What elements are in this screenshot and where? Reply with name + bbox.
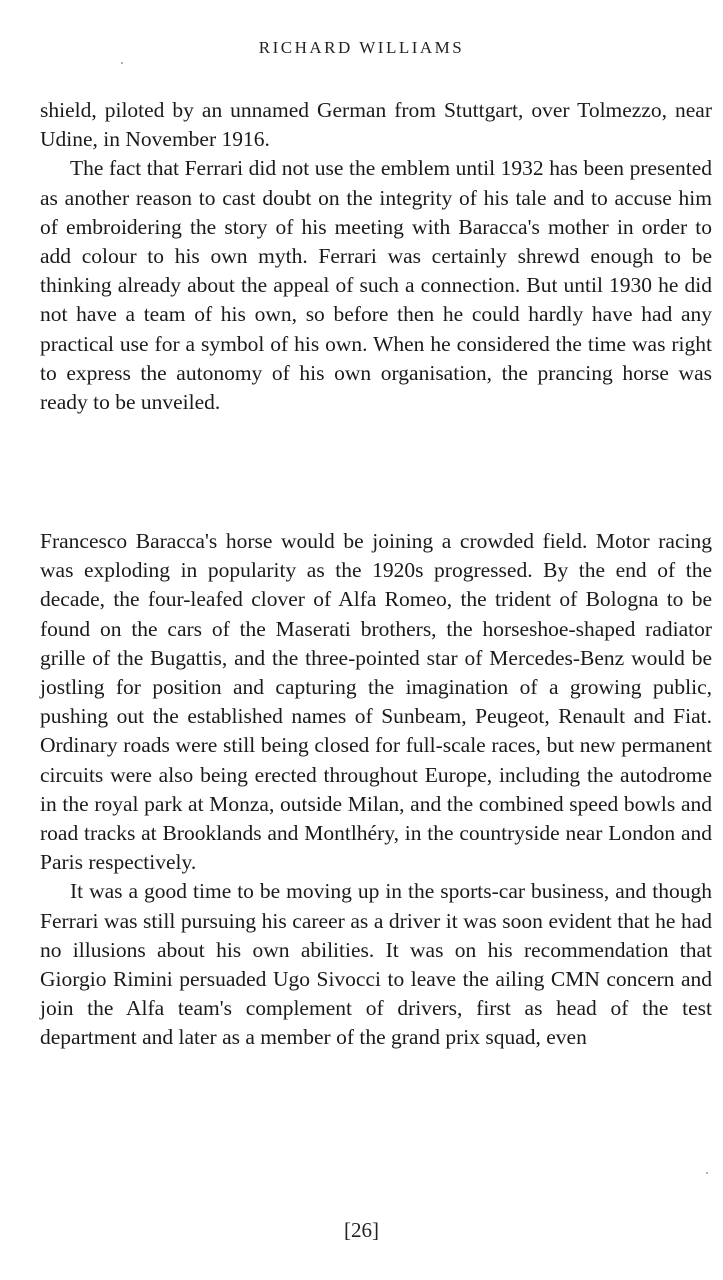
paragraph-sports-car-business: It was a good time to be moving up in the sports-car business, and though Ferrari was still pursuing his career as a driver it was soon evident that he had no illusions about his own abilities. It was on his recommendation that Giorgio Rimini persuaded Ugo Sivocci to leave the ailing CMN concern and join the Alfa team's complement of drivers, first as head of the test department and later as a member of the grand prix squad, even: [40, 879, 712, 1050]
print-speck: [706, 1172, 708, 1174]
text-section-2: [40, 527, 712, 1053]
paragraph-emblem: The fact that Ferrari did not use the emblem until 1932 has been presented as another reason to cast doubt on the integrity of his tale and to accuse him of embroidering the story of his meeting with Baracca's mother in order to add colour to his own myth. Ferrari was certainly shrewd enough to be thinking already about the appeal of such a connection. But until 1930 he did not have a team of his own, so before then he could hardly have had any practical use for a symbol of his own. When he considered the time was right to express the autonomy of his own organisation, the prancing horse was ready to be unveiled.: [40, 156, 712, 415]
print-speck: [121, 62, 123, 64]
running-head: RICHARD WILLIAMS: [258, 38, 465, 57]
paragraph-continuation: shield, piloted by an unnamed German from Stuttgart, over Tolmezzo, near Udine, in November 1916.: [40, 98, 712, 152]
text-section-1: [40, 96, 712, 417]
paragraph-crowded-field: Francesco Baracca's horse would be joining a crowded field. Motor racing was exploding in popularity as the 1920s progressed. By the end of the decade, the four-leafed clover of Alfa Romeo, the trident of Bologna to be found on the cars of the Maserati brothers, the horseshoe-shaped radiator grille of the Bugattis, and the three-pointed star of Mercedes-Benz would be jostling for position and capturing the imagination of a growing public, pushing out the established names of Sunbeam, Peugeot, Renault and Fiat. Ordinary roads were still being closed for full-scale races, but new permanent circuits were also being erected throughout Europe, including the autodrome in the royal park at Monza, outside Milan, and the combined speed bowls and road tracks at Brooklands and Montlhéry, in the countryside near London and Paris respectively.: [40, 529, 712, 875]
page-number: [26]: [344, 1218, 379, 1242]
